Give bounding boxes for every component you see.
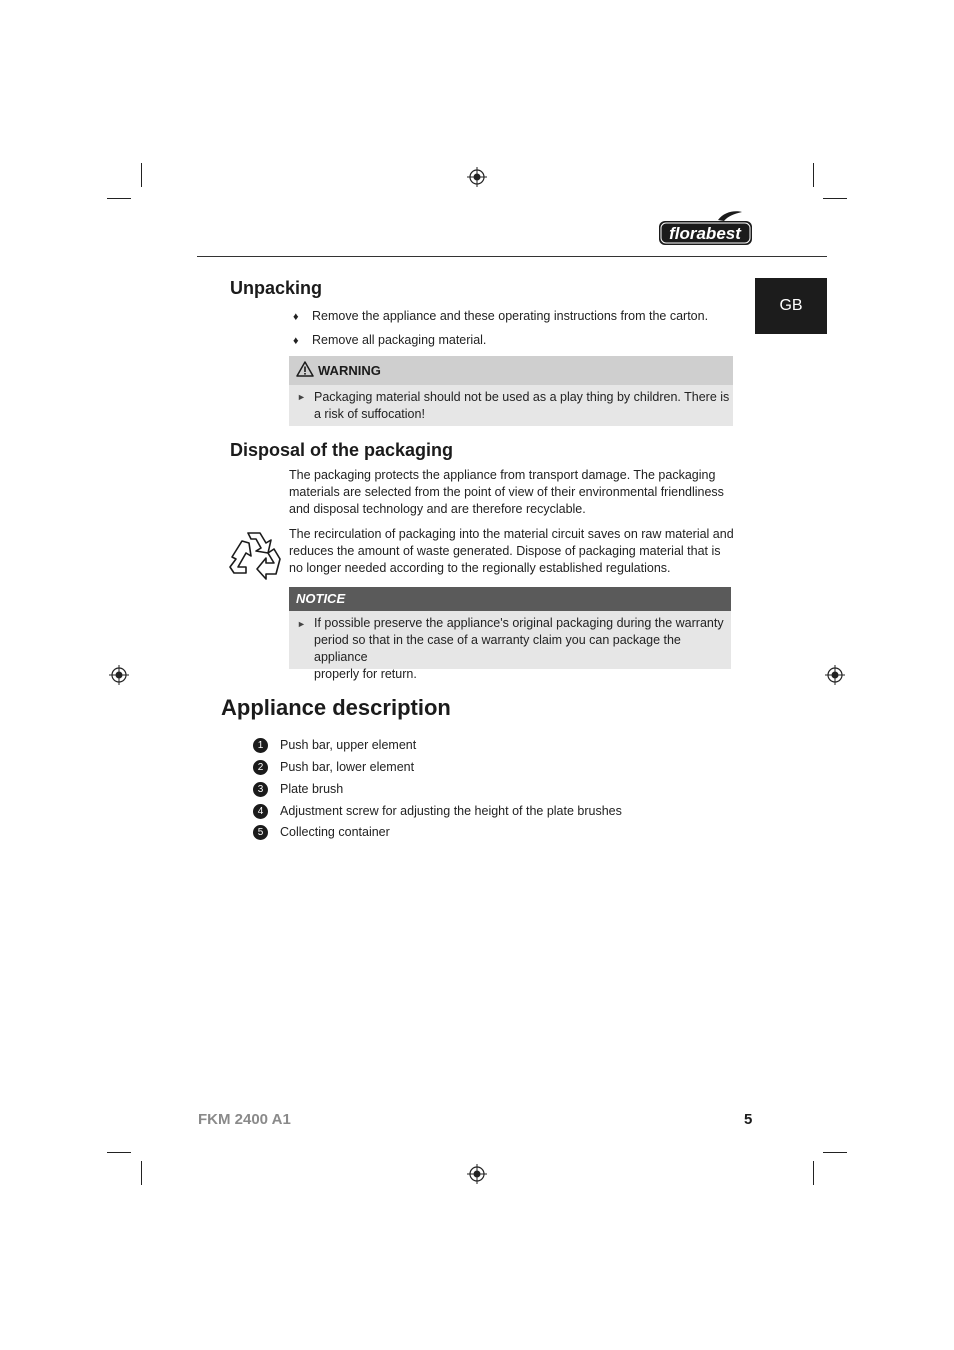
paragraph-line: no longer needed according to the regionally established regulations. [289,561,671,575]
notice-line: properly for return. [314,667,417,681]
diamond-bullet-icon: ♦ [293,335,299,347]
item-label: Push bar, lower element [280,760,415,774]
warning-line: Packaging material should not be used as a play thing by children. There is [314,390,730,404]
florabest-logo [658,210,754,253]
warning-title: WARNING [318,363,381,378]
warning-box [289,356,733,426]
disposal-heading: Disposal of the packaging [230,440,454,460]
page-number: 5 [744,1111,753,1128]
arrow-bullet-icon: ► [297,392,306,402]
warning-triangle-icon [296,361,314,377]
recycling-icon [226,527,284,583]
list-item [293,308,708,326]
notice-line: If possible preserve the appliance's original packaging during the warranty [314,616,724,630]
language-tab-label: GB [779,297,803,314]
number-badge: 1 [253,738,268,753]
crop-mark [107,1152,131,1153]
item-label: Push bar, upper element [280,738,417,752]
paragraph-line: reduces the amount of waste generated. Dispose of packaging material that is [289,544,721,558]
appliance-heading: Appliance description [221,695,451,720]
list-item [293,332,486,350]
warning-text [314,389,729,423]
item-label: Adjustment screw for adjusting the height of the plate brushes [280,804,622,818]
item-label: Plate brush [280,782,344,796]
notice-header [289,587,731,611]
bullet-text: Remove all packaging material. [312,333,487,347]
notice-text [314,615,731,683]
registration-mark-icon [825,665,845,685]
header-rule [197,256,827,257]
language-tab [755,278,827,334]
warning-header [289,356,733,385]
number-badge: 3 [253,782,268,797]
registration-mark-icon [467,1164,487,1184]
bullet-text: Remove the appliance and these operating instructions from the carton. [312,309,709,323]
crop-mark [107,198,131,199]
number-badge: 2 [253,760,268,775]
arrow-bullet-icon: ► [297,619,306,629]
svg-text:florabest: florabest [669,224,741,243]
disposal-paragraph [289,526,734,577]
notice-title: NOTICE [296,591,346,606]
registration-mark-icon [109,665,129,685]
crop-mark [823,1152,847,1153]
paragraph-line: materials are selected from the point of view of their environmental friendliness [289,485,724,499]
unpacking-heading: Unpacking [230,278,323,298]
notice-box [289,587,731,681]
model-number: FKM 2400 A1 [198,1111,291,1128]
crop-mark [141,163,142,187]
paragraph-line: The recirculation of packaging into the material circuit saves on raw material and [289,527,734,541]
number-badge: 5 [253,825,268,840]
number-badge: 4 [253,804,268,819]
crop-mark [813,1161,814,1185]
warning-line: a risk of suffocation! [314,407,425,421]
crop-mark [813,163,814,187]
notice-line: period so that in the case of a warranty claim you can package the appliance [314,633,681,664]
diamond-bullet-icon: ♦ [293,311,299,323]
crop-mark [823,198,847,199]
paragraph-line: The packaging protects the appliance from transport damage. The packaging [289,468,716,482]
item-label: Collecting container [280,825,390,839]
crop-mark [141,1161,142,1185]
registration-mark-icon [467,167,487,187]
disposal-paragraph [289,467,734,518]
paragraph-line: and disposal technology and are therefore recyclable. [289,502,586,516]
